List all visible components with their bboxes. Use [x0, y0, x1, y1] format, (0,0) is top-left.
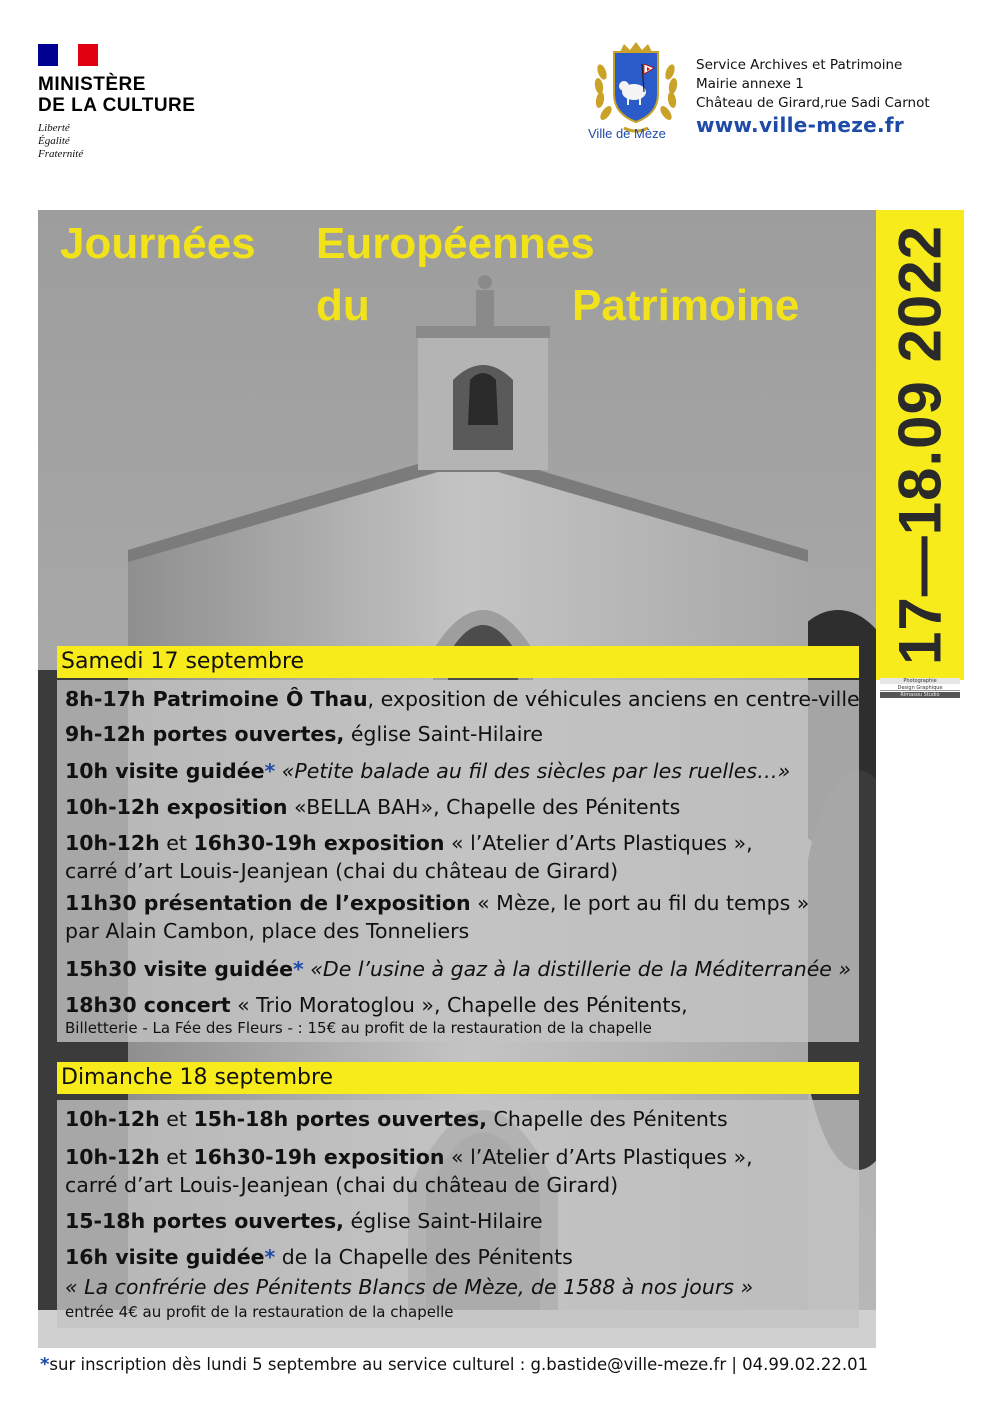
saturday-item-3-rest: «BELLA BAH», Chapelle des Pénitents: [287, 795, 681, 819]
service-info: [696, 56, 930, 135]
footer-note: [40, 1354, 868, 1375]
sunday-item-1-rest2: « l’Atelier d’Arts Plastiques »,: [444, 1145, 753, 1169]
saturday-item-1-rest: église Saint-Hilaire: [344, 722, 543, 746]
sunday-item-3-rest: église Saint-Hilaire: [343, 1209, 543, 1233]
saturday-item-6: [65, 890, 809, 916]
saturday-item-10: [65, 1018, 652, 1038]
ministry-name-line1: MINISTÈRE: [38, 74, 146, 95]
title-word-du: du: [316, 281, 370, 330]
saturday-item-2: [65, 758, 790, 784]
saturday-item-7: [65, 918, 469, 944]
saturday-item-2-bold: 10h visite guidée: [65, 759, 265, 783]
credit-photo: Photographie: [880, 678, 960, 684]
town-label: Ville de Mèze: [588, 126, 666, 141]
saturday-item-5-rest: carré d’art Louis-Jeanjean (chai du château de Girard): [65, 859, 619, 883]
title-word-europeennes: Européennes: [316, 219, 595, 268]
sunday-item-6-small: entrée 4€ au profit de la restauration de la chapelle: [65, 1303, 454, 1321]
sunday-item-2-rest: carré d’art Louis-Jeanjean (chai du château de Girard): [65, 1173, 619, 1197]
ministry-name-line2: DE LA CULTURE: [38, 95, 196, 116]
ministry-logo: [38, 44, 238, 161]
motto-egalite: Égalité: [38, 135, 70, 147]
sunday-item-1-bold2: 16h30-19h exposition: [193, 1145, 445, 1169]
sunday-item-4-rest: de la Chapelle des Pénitents: [275, 1245, 573, 1269]
saturday-item-8: [65, 956, 851, 982]
sunday-item-1: [65, 1144, 753, 1170]
title-word-patrimoine: Patrimoine: [572, 281, 800, 330]
saturday-item-9-rest: « Trio Moratoglou », Chapelle des Pénitents,: [230, 993, 688, 1017]
saturday-item-4-rest: et: [159, 831, 194, 855]
sunday-item-5-italic: « La confrérie des Pénitents Blancs de Mèze, de 1588 à nos jours »: [65, 1275, 754, 1299]
service-line-3: Château de Girard,rue Sadi Carnot: [696, 95, 930, 111]
saturday-item-0: [65, 686, 860, 712]
saturday-item-8-italic: «De l’usine à gaz à la distillerie de la Méditerranée »: [303, 957, 852, 981]
republic-motto: [38, 122, 238, 161]
saturday-item-1-bold: 9h-12h portes ouvertes,: [65, 722, 345, 746]
motto-liberte: Liberté: [38, 122, 70, 134]
sunday-item-0-bold: 10h-12h: [65, 1107, 160, 1131]
saturday-item-9-bold: 18h30 concert: [65, 993, 231, 1017]
sunday-item-4-star: *: [264, 1245, 276, 1269]
saturday-item-7-rest: par Alain Cambon, place des Tonneliers: [65, 919, 470, 943]
saturday-item-4: [65, 830, 753, 856]
date-band: [876, 210, 964, 680]
sunday-item-3: [65, 1208, 543, 1234]
event-dates: 17—18.09 2022: [886, 224, 954, 666]
footer-text: sur inscription dès lundi 5 septembre au service culturel : g.bastide@ville-meze.fr | 04.99.02.22.01: [49, 1355, 869, 1374]
sunday-item-0: [65, 1106, 728, 1132]
sunday-item-5: [65, 1274, 753, 1300]
saturday-item-0-bold: 8h-17h Patrimoine Ô Thau: [65, 687, 368, 711]
saturday-item-3-bold: 10h-12h exposition: [65, 795, 288, 819]
saturday-item-4-bold: 10h-12h: [65, 831, 160, 855]
saturday-item-4-rest2: « l’Atelier d’Arts Plastiques »,: [444, 831, 753, 855]
service-line-1: Service Archives et Patrimoine: [696, 57, 903, 73]
saturday-item-10-small: Billetterie - La Fée des Fleurs - : 15€ au profit de la restauration de la chapelle: [65, 1019, 652, 1037]
sunday-item-2: [65, 1172, 618, 1198]
motto-fraternite: Fraternité: [38, 148, 84, 160]
sunday-program: [57, 1100, 859, 1328]
website-link[interactable]: www.ville-meze.fr: [696, 113, 905, 137]
sunday-item-4: [65, 1244, 573, 1270]
title-word-journees: Journées: [60, 219, 256, 268]
photo-credits: [880, 678, 960, 699]
sunday-header: Dimanche 18 septembre: [57, 1062, 859, 1094]
saturday-item-0-rest: , exposition de véhicules anciens en centre-ville: [367, 687, 860, 711]
saturday-item-9: [65, 992, 688, 1018]
saturday-item-6-bold: 11h30 présentation de l’exposition: [65, 891, 471, 915]
ministry-name: [38, 74, 238, 116]
credit-studio: Rimasou Studio: [880, 692, 960, 698]
credit-design: Design Graphique: [880, 685, 960, 691]
saturday-item-2-star: *: [264, 759, 276, 783]
saturday-item-3: [65, 794, 680, 820]
sunday-item-0-rest2: Chapelle des Pénitents: [487, 1107, 728, 1131]
sunday-item-1-bold: 10h-12h: [65, 1145, 160, 1169]
saturday-item-1: [65, 721, 543, 747]
saturday-item-6-rest: « Mèze, le port au fil du temps »: [470, 891, 810, 915]
service-line-2: Mairie annexe 1: [696, 76, 804, 92]
saturday-item-5: [65, 858, 618, 884]
sunday-item-1-rest: et: [159, 1145, 194, 1169]
saturday-item-4-bold2: 16h30-19h exposition: [193, 831, 445, 855]
saturday-item-2-italic: «Petite balade au fil des siècles par les ruelles…»: [275, 759, 791, 783]
sunday-item-0-bold2: 15h-18h portes ouvertes,: [193, 1107, 487, 1131]
sunday-item-6: [65, 1302, 454, 1322]
sunday-item-4-bold: 16h visite guidée: [65, 1245, 265, 1269]
marianne-flag-icon: [38, 44, 98, 66]
saturday-item-8-star: *: [293, 957, 304, 981]
saturday-program: [57, 680, 859, 1042]
saturday-header: Samedi 17 septembre: [57, 646, 859, 678]
sunday-item-3-bold: 15-18h portes ouvertes,: [65, 1209, 344, 1233]
footer-asterisk: *: [40, 1354, 50, 1375]
saturday-item-8-bold: 15h30 visite guidée: [65, 957, 294, 981]
sunday-item-0-rest: et: [159, 1107, 194, 1131]
